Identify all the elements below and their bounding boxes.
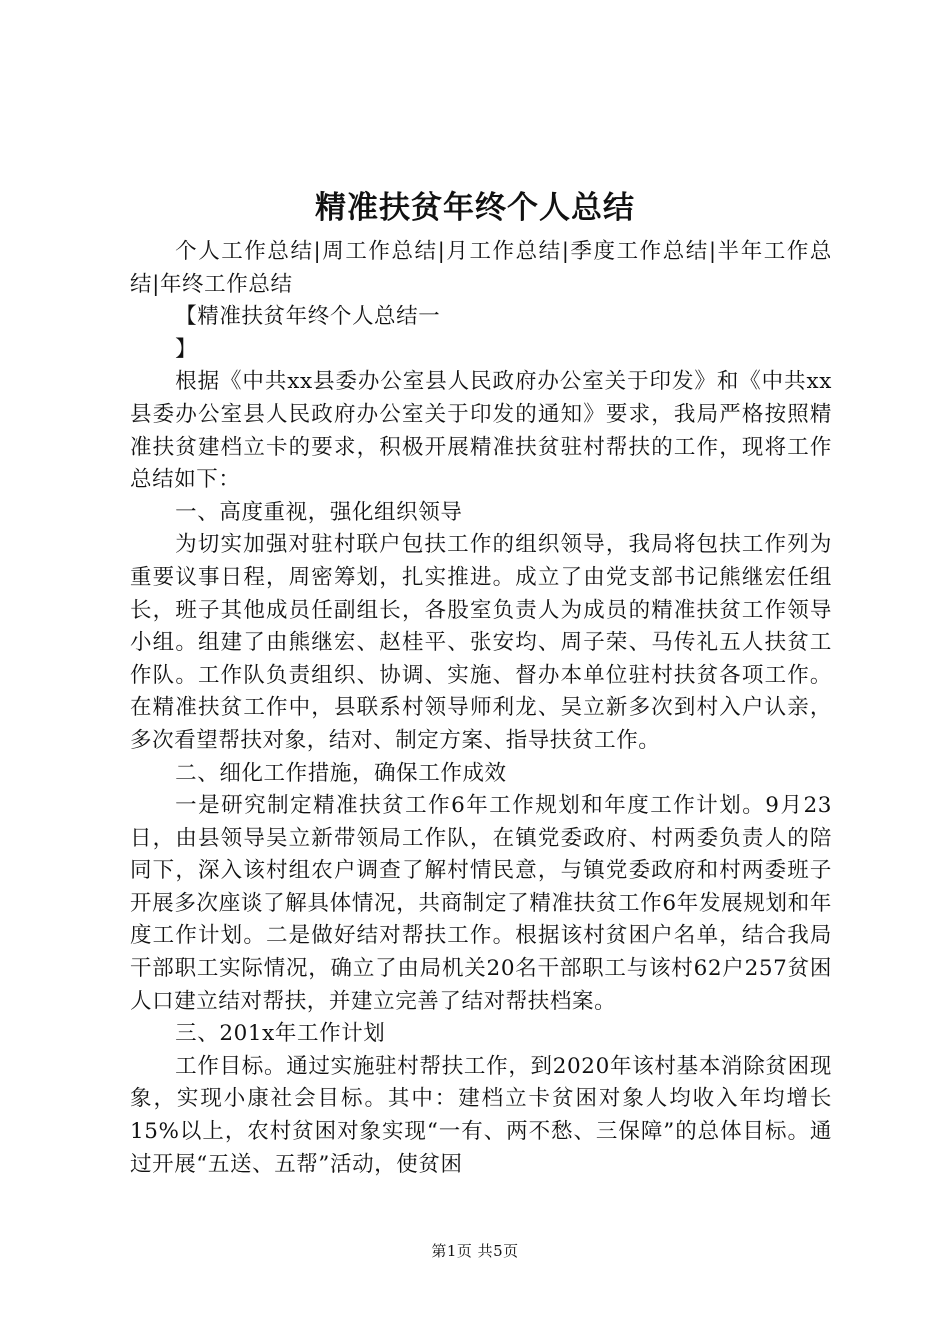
paragraph-heading-2: 二、细化工作措施，确保工作成效: [175, 760, 507, 786]
paragraph-measures: 一是研究制定精准扶贫工作6年工作规划和年度工作计划。9月23日，由县领导吴立新带领局工作队，在镇党委政府、村两委负责人的陪同下，深入该村组农户调查了解村情民意，与镇党委政府和村两委班子开展多次座谈了解具体情况，共商制定了精准扶贫工作6年发展规划和年度工作计划。二是做好结对帮扶工作。根据该村贫困户名单，结合我局干部职工实际情况，确立了由局机关20名干部职工与该村62户257贫困人口建立结对帮扶，并建立完善了结对帮扶档案。: [130, 793, 832, 1014]
document-body: [130, 236, 832, 1181]
paragraph-heading-1: 一、高度重视，强化组织领导: [175, 499, 463, 525]
paragraph-intro: 根据《中共xx县委办公室县人民政府办公室关于印发》和《中共xx县委办公室县人民政府办公室关于印发的通知》要求，我局严格按照精准扶贫建档立卡的要求，积极开展精准扶贫驻村帮扶的工作，现将工作总结如下：: [130, 369, 832, 493]
paragraph-heading-3: 三、201x年工作计划: [175, 1021, 386, 1047]
paragraph-organization: 为切实加强对驻村联户包扶工作的组织领导，我局将包扶工作列为重要议事日程，周密筹划，扎实推进。成立了由党支部书记熊继宏任组长，班子其他成员任副组长，各股室负责人为成员的精准扶贫工作领导小组。组建了由熊继宏、赵桂平、张安均、周子荣、马传礼五人扶贫工作队。工作队负责组织、协调、实施、督办本单位驻村扶贫各项工作。在精准扶贫工作中，县联系村领导师利龙、吴立新多次到村入户认亲，多次看望帮扶对象，结对、制定方案、指导扶贫工作。: [130, 532, 832, 753]
page-footer: 第1页 共5页: [431, 1242, 519, 1260]
paragraph-section-heading-close: 】: [175, 336, 198, 362]
paragraph-summary-categories: 个人工作总结|周工作总结|月工作总结|季度工作总结|半年工作总结|年终工作总结: [130, 239, 832, 297]
document-title: 精准扶贫年终个人总结: [315, 190, 635, 226]
paragraph-section-heading-open: 【精准扶贫年终个人总结一: [175, 304, 441, 330]
paragraph-plan: 工作目标。通过实施驻村帮扶工作，到2020年该村基本消除贫困现象，实现小康社会目标。其中：建档立卡贫困对象人均收入年均增长15%以上，农村贫困对象实现“一有、两不愁、三保障”的总体目标。通过开展“五送、五帮”活动，使贫困: [130, 1053, 832, 1177]
